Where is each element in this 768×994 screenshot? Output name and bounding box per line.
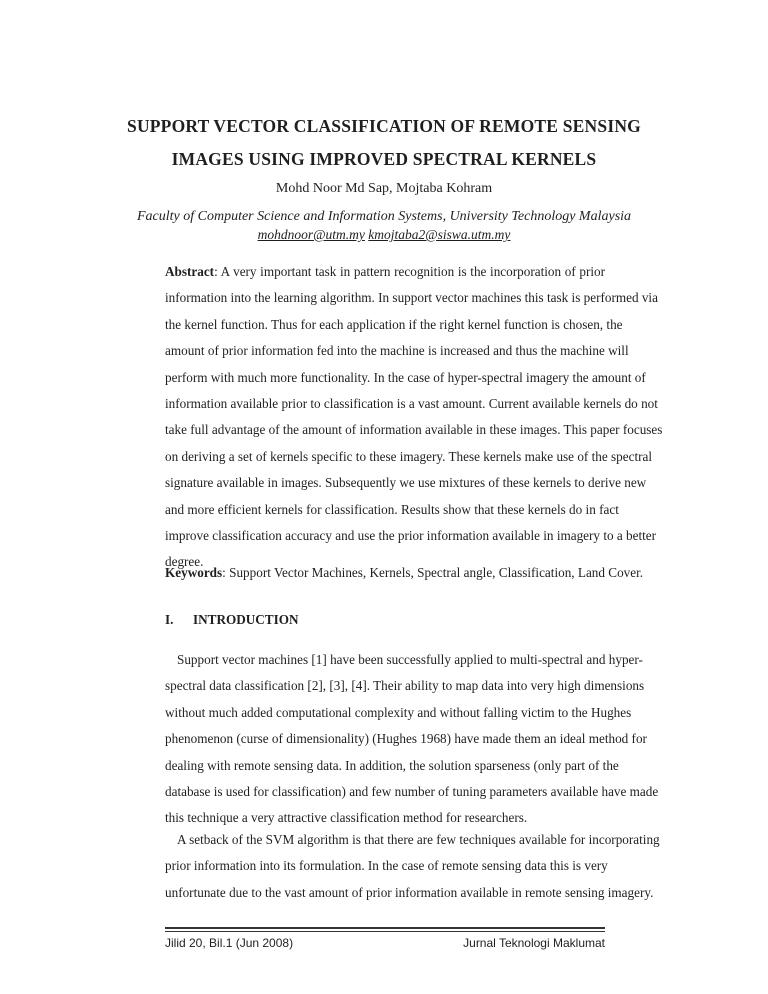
intro-line: spectral data classification [2], [3], [4]. Their ability to map data into very high dimensions [165,678,645,694]
abstract-line: : A very important task in pattern recognition is the incorporation of prior [214,264,605,279]
intro-line: phenomenon (curse of dimensionality) (Hughes 1968) have made them an ideal method for [165,731,647,747]
intro-line: dealing with remote sensing data. In addition, the solution sparseness (only part of the [165,757,619,773]
abstract-line: on deriving a set of kernels specific to these imagery. These kernels make use of the spectral [165,448,653,464]
email-link[interactable]: mohdnoor@utm.my [257,227,365,242]
abstract-line: the kernel function. Thus for each application if the right kernel function is chosen, the [165,316,623,332]
section-heading [165,612,299,628]
abstract-line: amount of prior information fed into the machine is increased and thus the machine will [165,343,629,359]
abstract-line: information available prior to classification is a vast amount. Current available kernels do not [165,395,658,411]
footer-rule-thin [165,931,605,932]
abstract-label: Abstract [165,264,215,279]
abstract-line: signature available in images. Subsequently we use mixtures of these kernels to derive new [165,475,647,491]
abstract-line: improve classification accuracy and use the prior information available in imagery to a better [165,527,657,543]
intro-line: prior information into its formulation. In the case of remote sensing data this is very [165,858,608,874]
footer-issue: Jilid 20, Bil.1 (Jun 2008) [165,936,294,950]
intro-line: database is used for classification) and few number of tuning parameters available have made [165,783,659,799]
email-link[interactable]: kmojtaba2@siswa.utm.my [368,227,511,242]
footer-rule [165,927,605,929]
keywords-text: : Support Vector Machines, Kernels, Spectral angle, Classification, Land Cover. [222,565,644,580]
authors: Mohd Noor Md Sap, Mojtaba Kohram [275,181,493,196]
keywords-label: Keywords [165,565,223,580]
abstract-line: and more efficient kernels for classification. Results show that these kernels do in fact [165,501,619,517]
abstract-line: perform with much more functionality. In the case of hyper-spectral imagery the amount of [165,369,646,385]
footer-journal: Jurnal Teknologi Maklumat [463,936,605,950]
paper-title-line-2: IMAGES USING IMPROVED SPECTRAL KERNELS [171,149,597,169]
abstract-line: take full advantage of the amount of information available in these images. This paper focuses [165,422,663,438]
intro-line: Support vector machines [1] have been successfully applied to multi-spectral and hyper- [177,652,643,667]
intro-line: unfortunate due to the vast amount of prior information available in remote sensing imagery. [165,884,654,900]
intro-line: this technique a very attractive classification method for researchers. [165,810,528,826]
intro-paragraph-2 [165,830,660,909]
intro-line: without much added computational complexity and without falling victim to the Hughes [165,704,632,720]
abstract [165,262,663,579]
paper-title-line-1: SUPPORT VECTOR CLASSIFICATION OF REMOTE SENSING [127,116,641,136]
affiliation: Faculty of Computer Science and Information Systems, University Technology Malaysia [136,209,632,224]
section-title: INTRODUCTION [193,612,299,627]
section-number: I. [165,612,174,627]
intro-paragraph-1 [165,650,659,835]
abstract-line: degree. [165,554,204,570]
abstract-line: information into the learning algorithm. In support vector machines this task is performed via [165,290,658,306]
keywords [165,565,643,581]
intro-line: A setback of the SVM algorithm is that there are few techniques available for incorporating [177,832,660,847]
author-emails [0,227,768,243]
